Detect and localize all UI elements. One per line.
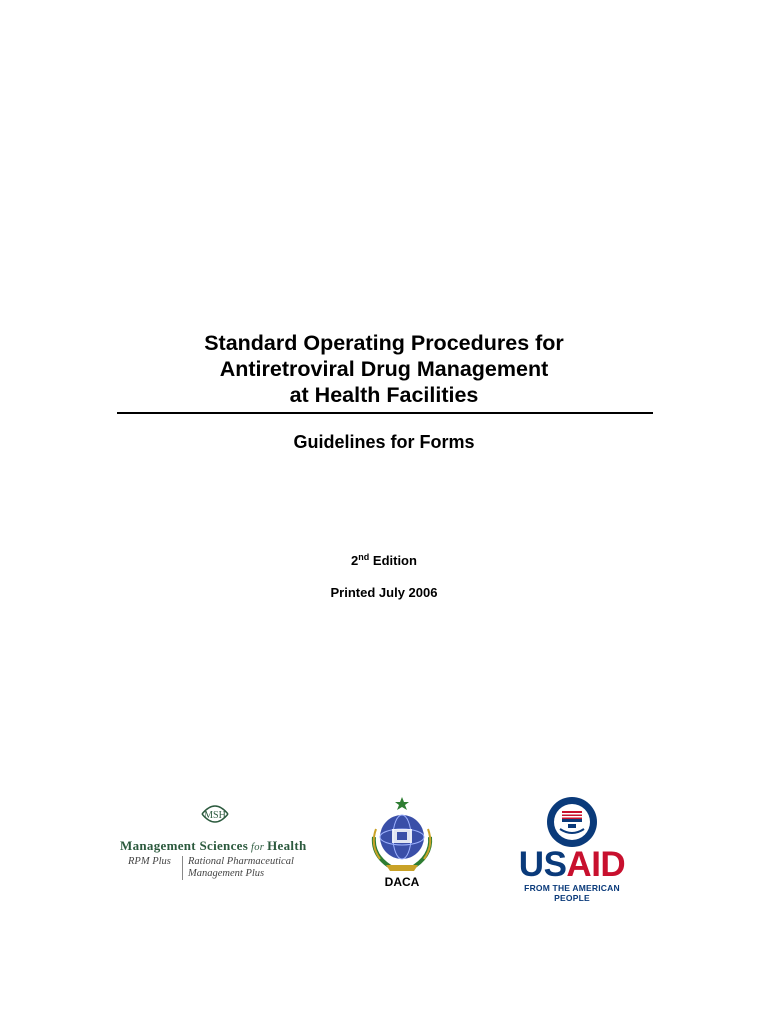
usaid-tagline: FROM THE AMERICAN PEOPLE [524,883,620,903]
edition-line [0,552,768,568]
msh-logo [120,800,310,890]
msh-name [120,838,310,854]
usaid-word-us: US [518,845,567,884]
usaid-word-aid: AID [566,845,626,884]
msh-name-part1: Management Sciences [120,838,249,853]
title-line-3: at Health Facilities [289,383,479,407]
edition-number: 2 [351,553,359,568]
usaid-seal-icon [542,795,602,849]
printed-date: Printed July 2006 [330,585,438,600]
msh-program-divider [182,856,183,880]
msh-program-right-1: Rational Pharmaceutical [188,856,294,867]
daca-label: DACA [384,875,420,889]
msh-program-left: RPM Plus [128,856,171,867]
usaid-wordmark [508,847,636,883]
title-divider [117,412,653,414]
msh-program-right-2: Management Plus [188,868,265,879]
document-title [0,330,768,408]
msh-emblem-text: MSH [204,810,226,821]
daca-emblem-icon [352,795,452,875]
msh-emblem-icon [198,800,232,830]
edition-label: Edition [369,553,417,568]
msh-name-part2: Health [267,838,307,853]
msh-program-right [188,856,294,880]
document-subtitle: Guidelines for Forms [293,432,475,452]
usaid-logo [508,795,636,903]
msh-name-for: for [251,842,265,853]
title-line-1: Standard Operating Procedures for [204,331,564,355]
edition-suffix: nd [358,552,370,562]
daca-logo [352,795,452,895]
title-line-2: Antiretroviral Drug Management [219,357,549,381]
